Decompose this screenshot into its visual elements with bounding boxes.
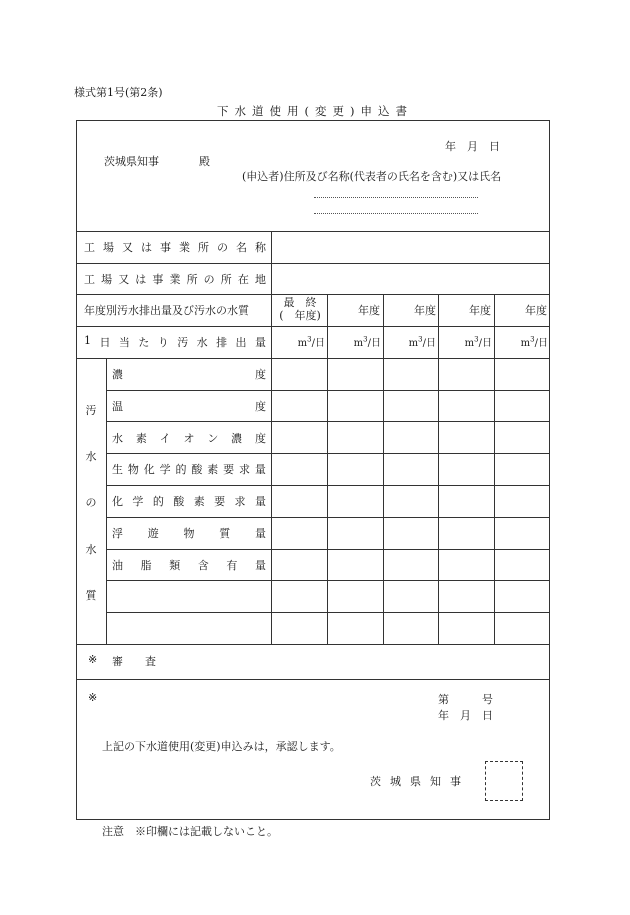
row-divider [106,549,550,550]
form-number: 様式第1号(第2条) [74,86,163,99]
approval-date: 年 月 日 [438,709,493,722]
row-divider [106,421,550,422]
water-quality-char: 水 [85,543,97,556]
year-header: 年度 [525,304,547,317]
unit-label: $m^3/$日 [297,335,325,349]
applicant-name-line[interactable] [314,213,478,214]
unit-label: $m^3/$日 [520,335,548,349]
wq-temperature: 温 度 [112,400,266,413]
last-term-header [276,296,324,322]
water-quality-char: 水 [85,450,97,463]
row-divider [76,263,550,264]
row-divider [76,679,550,680]
honorific: 殿 [199,155,210,168]
unit-label: $m^3/$日 [464,335,492,349]
approval-number: 第 号 [438,693,493,706]
approval-mark: ※ [88,691,98,704]
review-label: 審 査 [112,655,156,668]
col-divider [106,358,107,644]
wq-oil: 油 脂 類 含 有 量 [112,559,266,572]
approval-signer: 茨城県知事 [370,775,470,788]
unit-label: $m^3/$日 [408,335,436,349]
year-header: 年度 [358,304,380,317]
applicant-label: (申込者)住所及び名称(代表者の氏名を含む)又は氏名 [242,170,502,183]
approval-text: 上記の下水道使用(変更)申込みは，承認します。 [102,740,341,753]
water-quality-char: の [85,496,97,509]
row-divider [106,580,550,581]
review-mark: ※ [88,653,98,666]
row-divider [76,358,550,359]
row-divider [106,612,550,613]
addressee [104,153,210,169]
wq-cod: 化 学 的 酸 素 要 求 量 [112,495,266,508]
row-divider [106,453,550,454]
last-term-year: ( 年度) [279,309,321,322]
unit-label: $m^3/$日 [353,335,381,349]
last-term-line: 最 終 [283,296,317,309]
yearly-volume-label: 年度別汚水排出量及び汚水の水質 [84,304,249,317]
row-divider [76,231,550,232]
water-quality-char: 汚 [85,404,97,417]
factory-name-label: 工 場 又 は 事 業 所 の 名 称 [84,241,266,254]
row-divider [76,644,550,645]
row-divider [76,294,550,295]
wq-ss: 浮 遊 物 質 量 [112,527,266,540]
row-divider [76,326,550,327]
applicant-address-line[interactable] [314,197,478,198]
note: 注意 ※印欄には記載しないこと。 [102,825,278,838]
row-divider [106,485,550,486]
year-header: 年度 [469,304,491,317]
date-line: 年 月 日 [445,140,500,153]
row-divider [106,517,550,518]
addressee-name: 茨城県知事 [104,155,159,168]
year-header: 年度 [414,304,436,317]
water-quality-char: 質 [85,589,97,602]
wq-bod: 生 物 化 学 的 酸 素 要 求 量 [112,463,266,476]
document-title: 下水道使用(変更)申込書 [217,104,413,118]
seal-box [485,761,523,801]
wq-concentration: 濃 度 [112,368,266,381]
daily-discharge-label: 1 日 当 た り 汚 水 排 出 量 [84,334,266,349]
factory-location-label: 工 場 又 は 事 業 所 の 所 在 地 [84,273,266,286]
wq-ph: 水 素 イ オ ン 濃 度 [112,432,266,445]
col-divider [271,231,272,644]
row-divider [106,390,550,391]
